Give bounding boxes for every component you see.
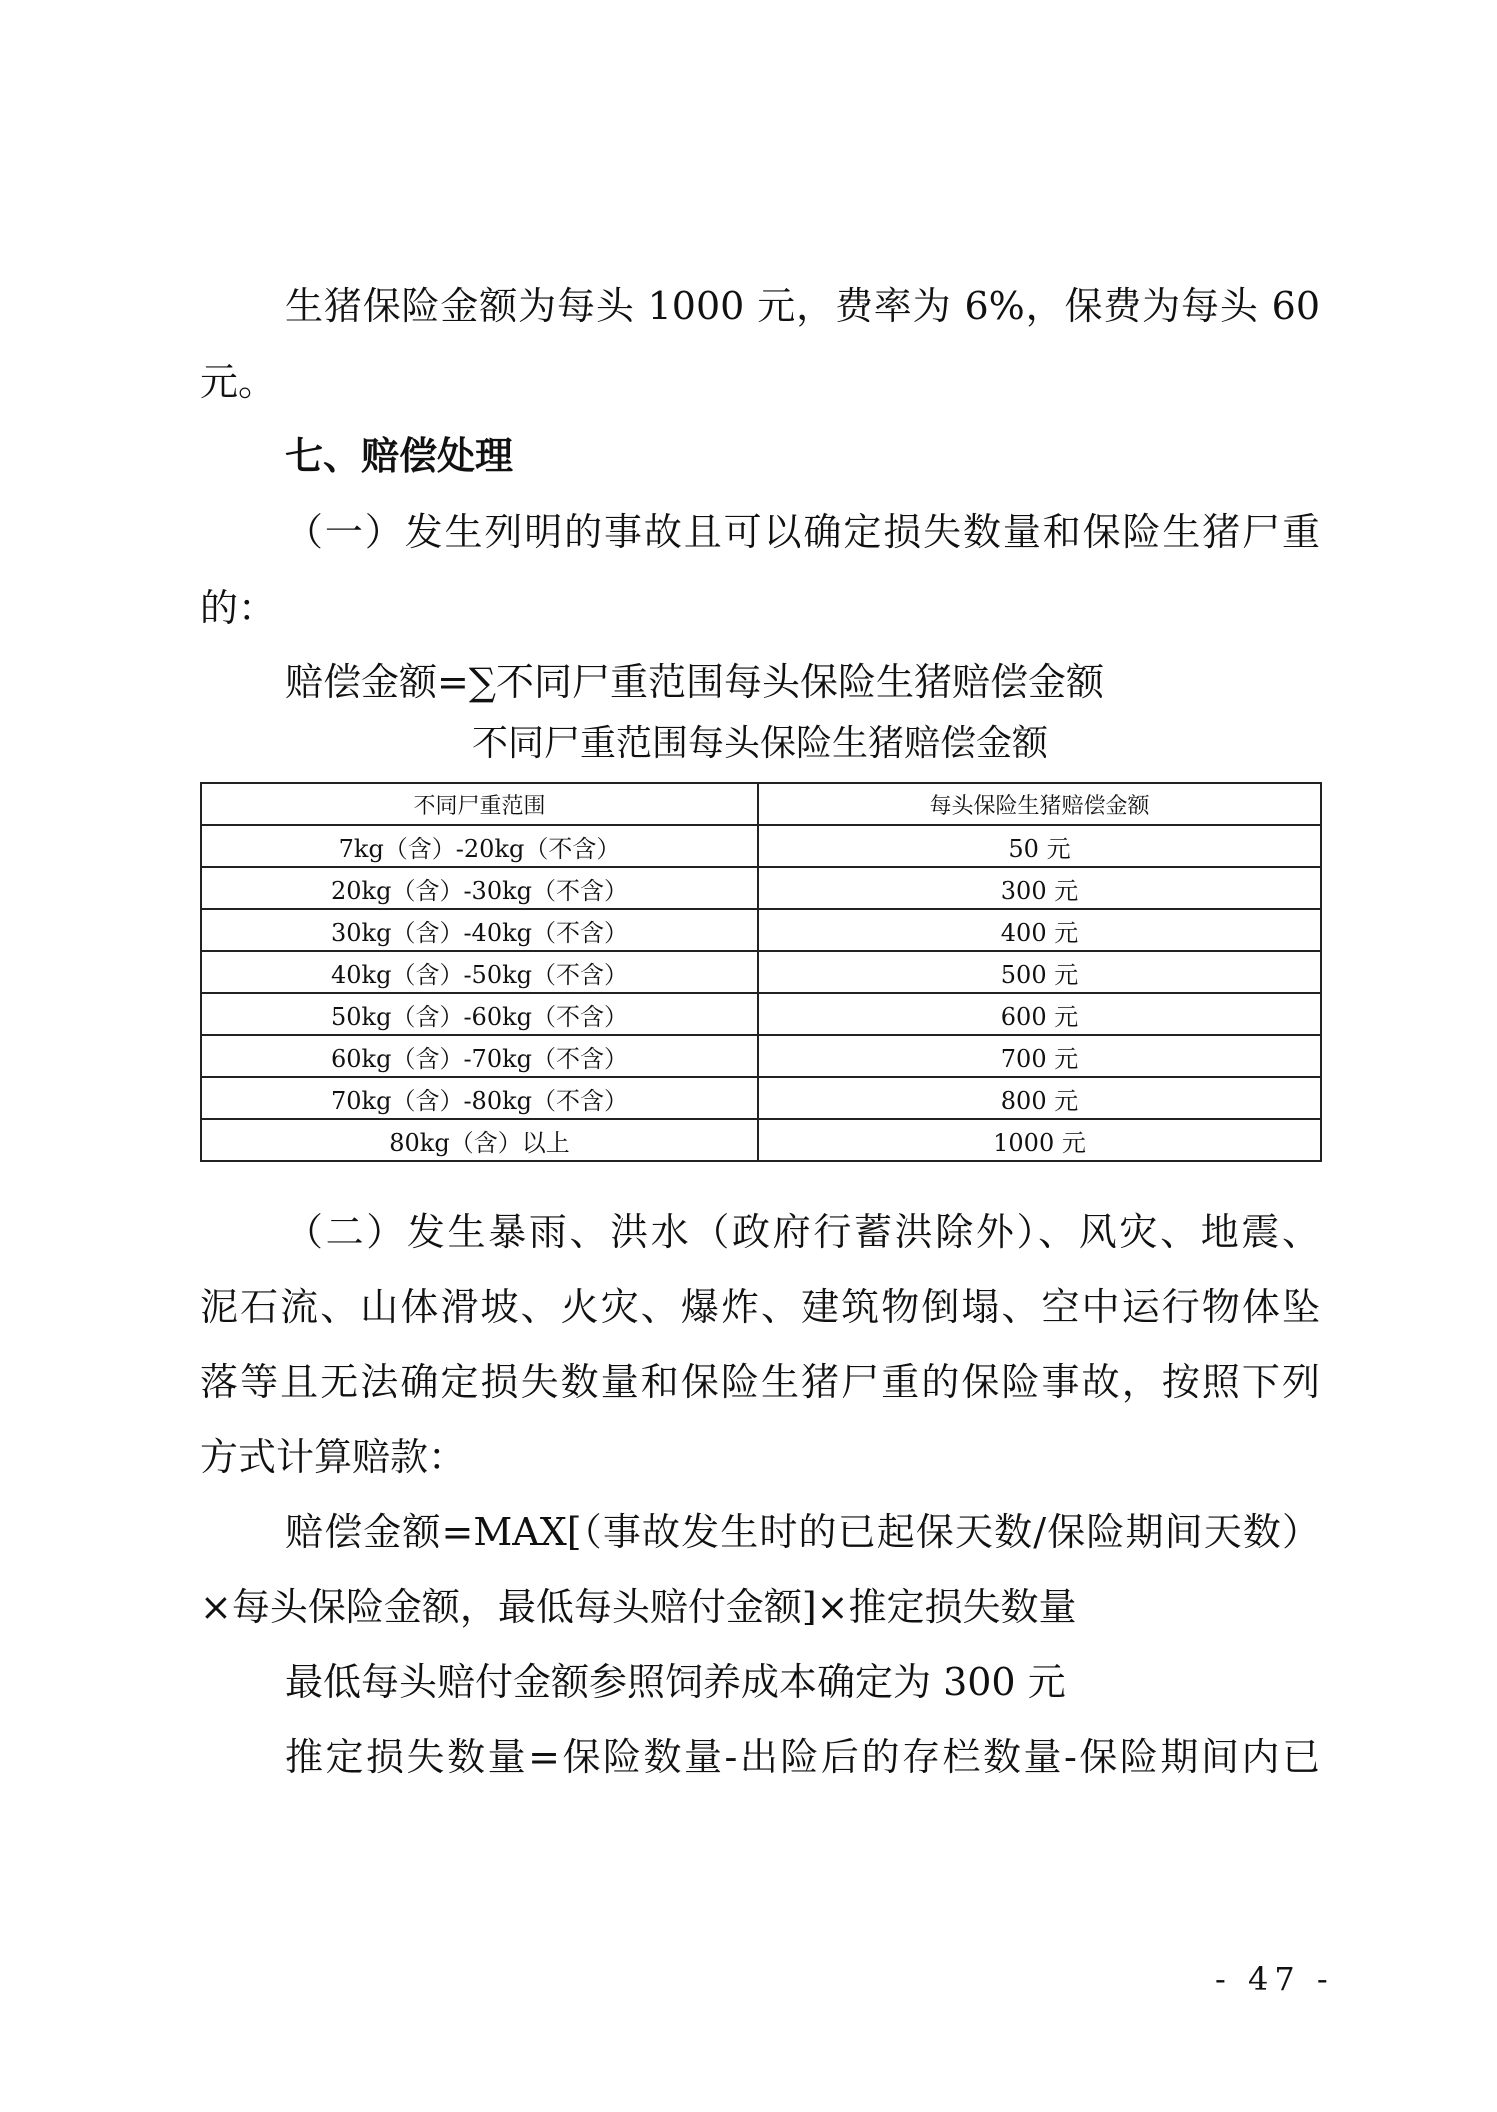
weight-range-cell: 20kg（含）-30kg（不含） — [201, 867, 758, 909]
compensation-cell: 1000 元 — [758, 1119, 1321, 1161]
clause2-formula-1: 赔偿金额=MAX[（事故发生时的已起保天数/保险期间天数） — [285, 1510, 1320, 1554]
table-row — [201, 993, 1321, 1035]
weight-range-cell: 60kg（含）-70kg（不含） — [201, 1035, 758, 1077]
estimated-loss: 推定损失数量=保险数量-出险后的存栏数量-保险期间内已 — [285, 1735, 1320, 1779]
weight-range-cell: 7kg（含）-20kg（不含） — [201, 825, 758, 867]
compensation-cell: 50 元 — [758, 825, 1321, 867]
page-number: - 47 - — [1215, 1960, 1334, 1998]
table-row — [201, 909, 1321, 951]
compensation-cell: 700 元 — [758, 1035, 1321, 1077]
clause2-line-3: 落等且无法确定损失数量和保险生猪尸重的保险事故，按照下列 — [200, 1360, 1320, 1404]
intro-line-2: 元。 — [200, 360, 277, 404]
minimum-compensation: 最低每头赔付金额参照饲养成本确定为 300 元 — [285, 1660, 1066, 1704]
weight-range-cell: 30kg（含）-40kg（不含） — [201, 909, 758, 951]
compensation-cell: 800 元 — [758, 1077, 1321, 1119]
compensation-cell: 600 元 — [758, 993, 1321, 1035]
header-weight-range: 不同尸重范围 — [201, 783, 758, 825]
clause1-line-2: 的： — [200, 586, 277, 630]
intro-line-1: 生猪保险金额为每头 1000 元，费率为 6%，保费为每头 60 — [285, 284, 1320, 328]
table-row — [201, 951, 1321, 993]
table-row — [201, 867, 1321, 909]
table-row — [201, 825, 1321, 867]
clause1-line-1: （一）发生列明的事故且可以确定损失数量和保险生猪尸重 — [285, 510, 1320, 554]
weight-range-cell: 40kg（含）-50kg（不含） — [201, 951, 758, 993]
section-heading: 七、赔偿处理 — [285, 434, 514, 478]
compensation-cell: 300 元 — [758, 867, 1321, 909]
table-header-row — [201, 783, 1321, 825]
clause2-line-1: （二）发生暴雨、洪水（政府行蓄洪除外）、风灾、地震、 — [285, 1210, 1320, 1254]
clause1-formula: 赔偿金额=∑不同尸重范围每头保险生猪赔偿金额 — [285, 660, 1104, 704]
header-compensation: 每头保险生猪赔偿金额 — [758, 783, 1321, 825]
clause2-line-2: 泥石流、山体滑坡、火灾、爆炸、建筑物倒塌、空中运行物体坠 — [200, 1285, 1320, 1329]
table-row — [201, 1035, 1321, 1077]
compensation-table — [200, 782, 1322, 1162]
table-row — [201, 1077, 1321, 1119]
table-caption: 不同尸重范围每头保险生猪赔偿金额 — [471, 723, 1048, 764]
clause2-line-4: 方式计算赔款： — [200, 1435, 467, 1479]
compensation-cell: 400 元 — [758, 909, 1321, 951]
compensation-cell: 500 元 — [758, 951, 1321, 993]
table-row — [201, 1119, 1321, 1161]
weight-range-cell: 80kg（含）以上 — [201, 1119, 758, 1161]
weight-range-cell: 70kg（含）-80kg（不含） — [201, 1077, 758, 1119]
clause2-formula-2: ×每头保险金额，最低每头赔付金额]×推定损失数量 — [200, 1585, 1077, 1629]
weight-range-cell: 50kg（含）-60kg（不含） — [201, 993, 758, 1035]
